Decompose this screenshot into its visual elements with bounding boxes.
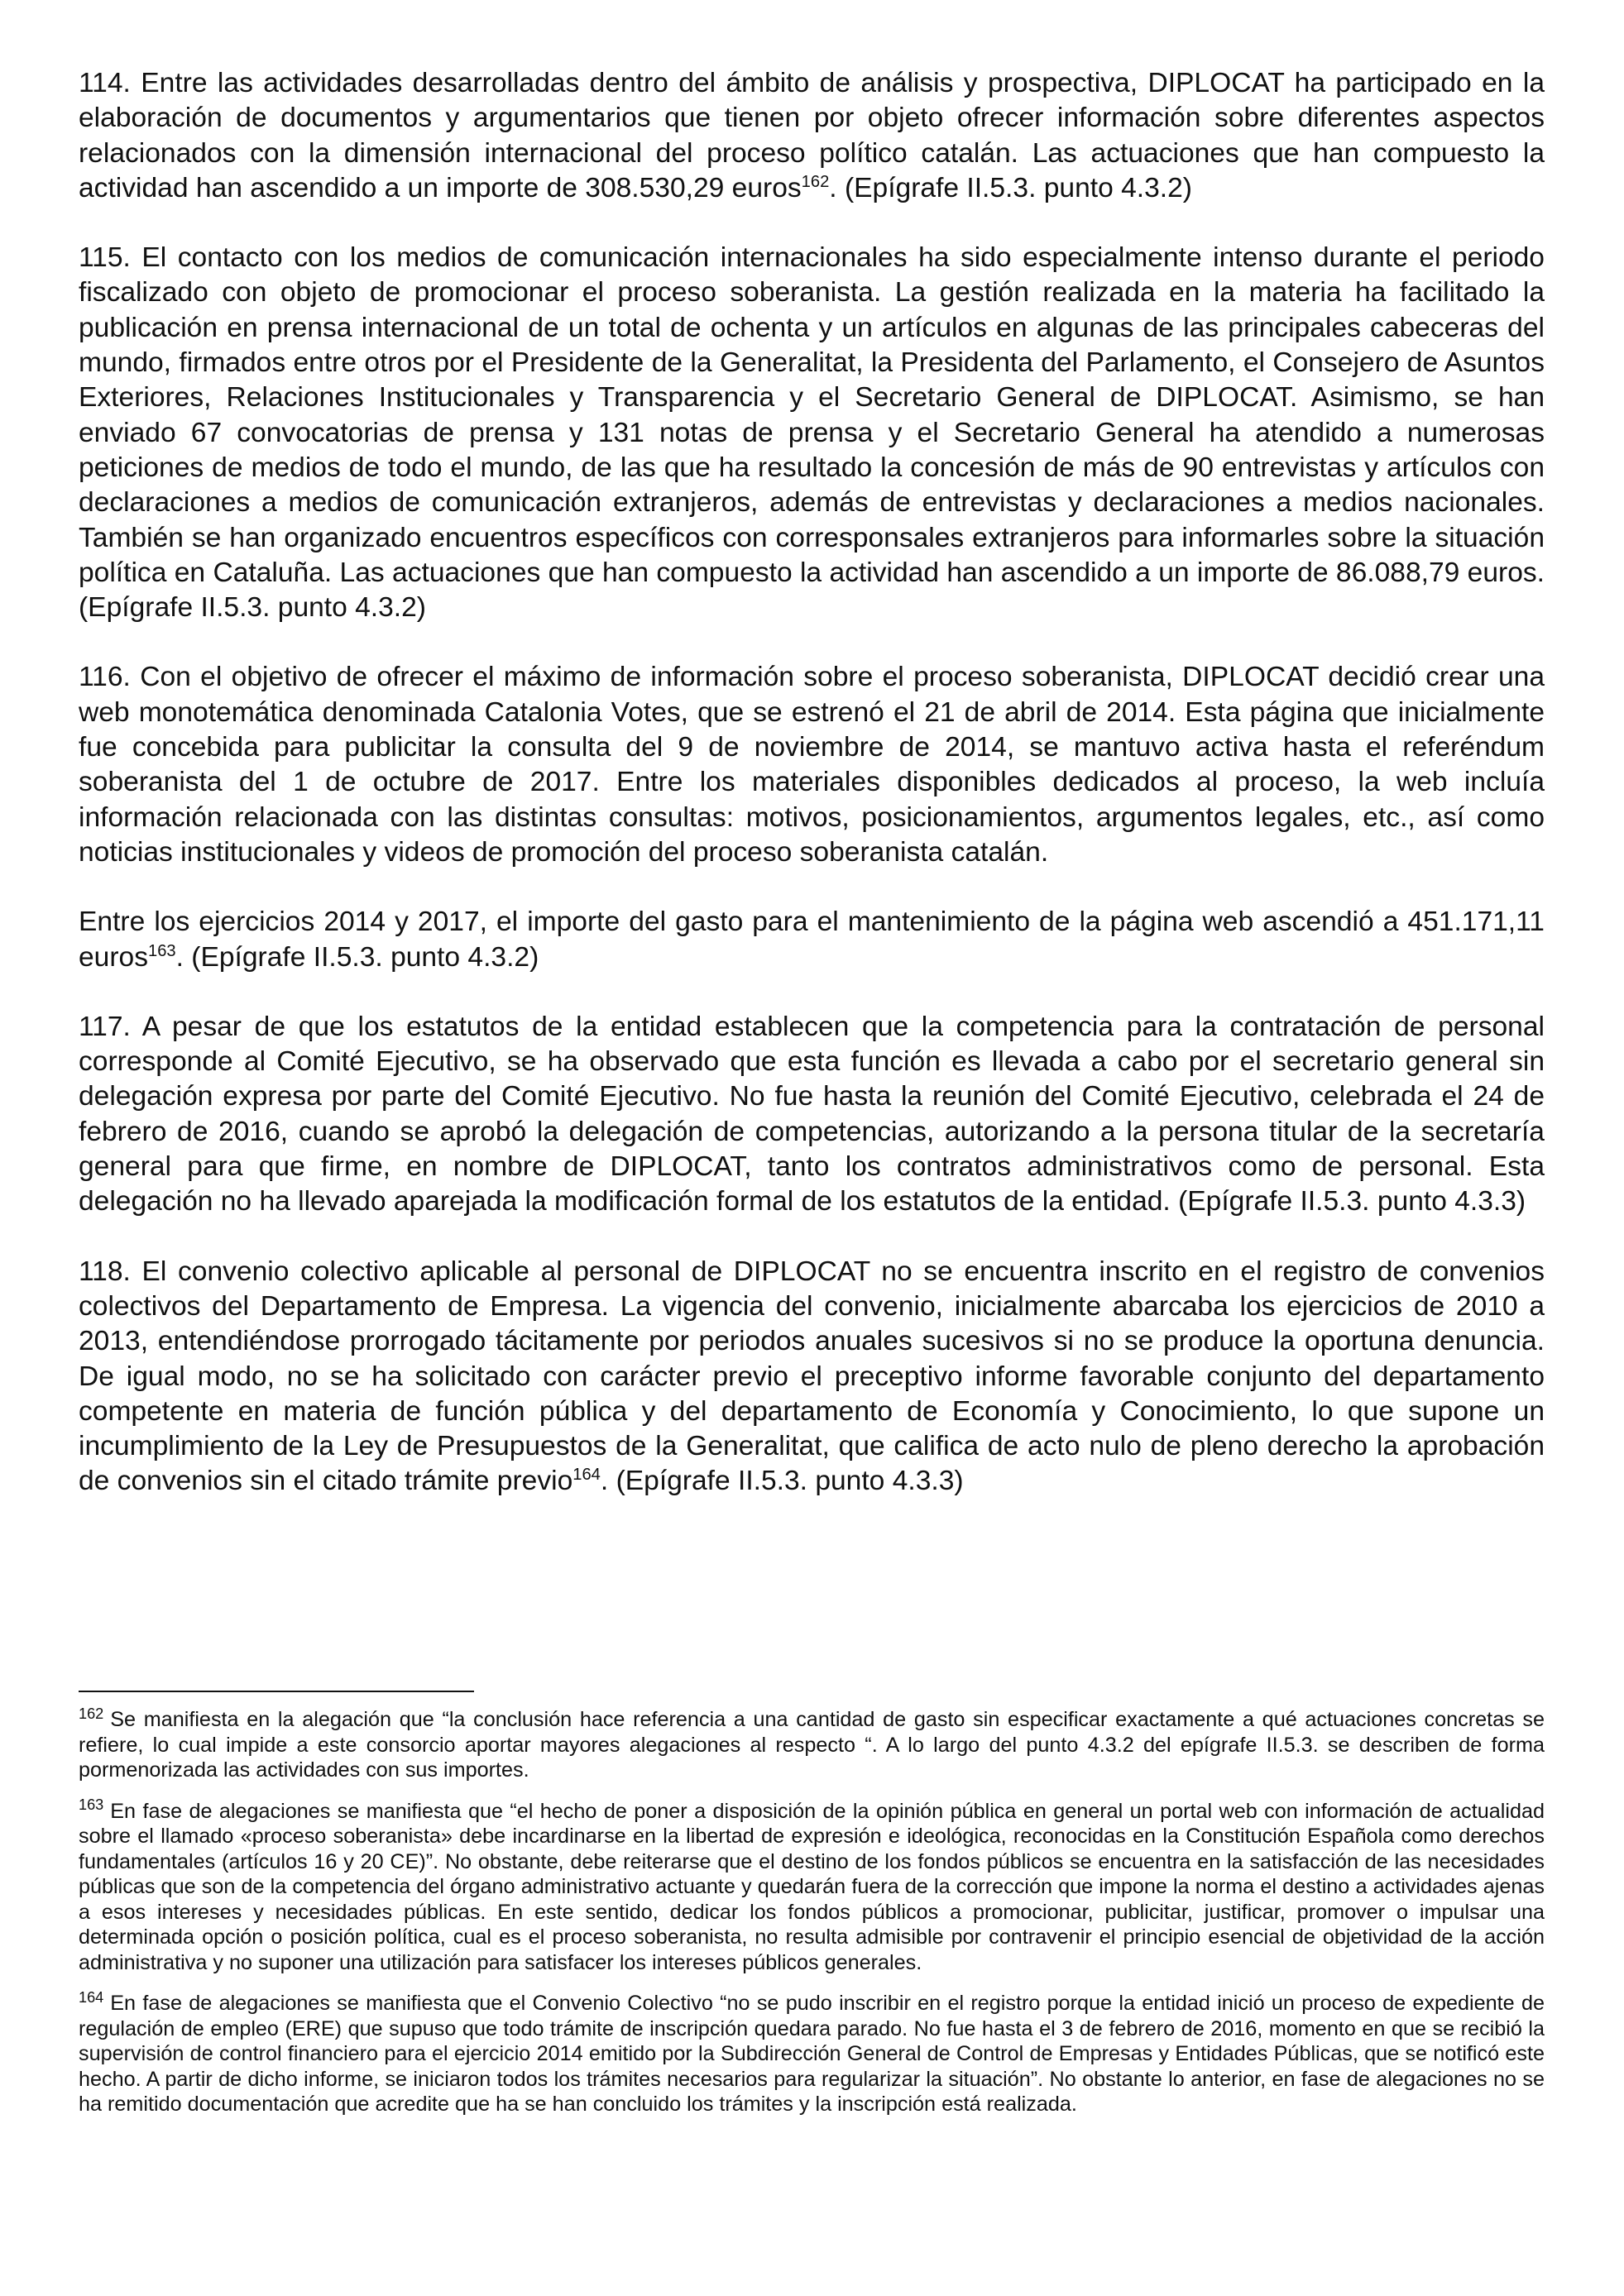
footnote-ref-162[interactable]: 162 [801,172,830,191]
footnote-163 [79,1796,1545,1976]
footnote-162-text: Se manifiesta en la alegación que “la conclusión hace referencia a una cantidad de gasto sin especificar exactamente a qué actuaciones concretas se refiere, lo cual impide a este consorcio aportar mayores alegaciones al respecto “. A lo largo del punto 4.3.2 del epígrafe II.5.3. se describen de forma pormenorizada las actividades con sus importes. [79,1708,1545,1782]
paragraph-115-text: 115. El contacto con los medios de comunicación internacionales ha sido especialmente intenso durante el periodo fiscalizado con objeto de promocionar el proceso soberanista. La gestión realizada en la materia ha facilitado la publicación en prensa internacional de un total de ochenta y un artículos en algunas de las principales cabeceras del mundo, firmados entre otros por el Presidente de la Generalitat, la Presidenta del Parlamento, el Consejero de Asuntos Exteriores, Relaciones Institucionales y Transparencia y el Secretario General de DIPLOCAT. Asimismo, se han enviado 67 convocatorias de prensa y 131 notas de prensa y el Secretario General ha atendido a numerosas peticiones de medios de todo el mundo, de las que ha resultado la concesión de más de 90 entrevistas y artículos con declaraciones a medios de comunicación extranjeros, además de entrevistas y declaraciones a medios nacionales. También se han organizado encuentros específicos con corresponsales extranjeros para informarles sobre la situación política en Cataluña. Las actuaciones que han compuesto la actividad han ascendido a un importe de 86.088,79 euros. (Epígrafe II.5.3. punto 4.3.2) [79,242,1545,624]
paragraph-118 [79,1255,1545,1500]
footnote-164-text: En fase de alegaciones se manifiesta que el Convenio Colectivo “no se pudo inscribir en el registro porque la entidad inició un proceso de expediente de regulación de empleo (ERE) que supuso que todo trámite de inscripción quedara parado. No fue hasta el 3 de febrero de 2016, momento en que se recibió la supervisión de control financiero para el ejercicio 2014 emitido por la Subdirección General de Control de Empresas y Entidades Públicas, que se notificó este hecho. A partir de dicho informe, se iniciaron todos los trámites necesarios para regularizar la situación”. No obstante lo anterior, en fase de alegaciones no se ha remitido documentación que acredite que ha se han concluido los trámites y la inscripción está realizada. [79,1992,1545,2116]
footnote-number-162: 162 [79,1705,104,1722]
paragraph-115 [79,241,1545,625]
paragraph-118-text-2: . (Epígrafe II.5.3. punto 4.3.3) [600,1466,964,1497]
document-body [79,66,1545,1534]
footnote-number-164: 164 [79,1988,104,2006]
footnote-ref-164[interactable]: 164 [572,1466,601,1485]
paragraph-116-continued-text-2: . (Epígrafe II.5.3. punto 4.3.2) [175,941,539,973]
footnote-163-text: En fase de alegaciones se manifiesta que “el hecho de poner a disposición de la opinión pública en general un portal web con información de actualidad sobre el llamado «proceso soberanista» debe incardinarse en la libertad de expresión e ideológica, reconocidas en la Constitución Española como derechos fundamentales (artículos 16 y 20 CE)”. No obstante, debe reiterarse que el destino de los fondos públicos se encuentra en la satisfacción de las necesidades públicas que son de la competencia del órgano administrativo actuante y quedarán fuera de la corrección que impone la norma el destino a actividades ajenas a esos intereses y necesidades públicas. En este sentido, dedicar los fondos públicos a promocionar, publicitar, justificar, promover o impulsar una determinada opción o posición política, cual es el proceso soberanista, no resulta admisible por contravenir el principio esencial de objetividad de la acción administrativa y no suponer una utilización para satisfacer los intereses públicos generales. [79,1799,1545,1974]
paragraph-114 [79,66,1545,206]
paragraph-117-text: 117. A pesar de que los estatutos de la entidad establecen que la competencia para la contratación de personal corresponde al Comité Ejecutivo, se ha observado que esta función es llevada a cabo por el secretario general sin delegación expresa por parte del Comité Ejecutivo. No fue hasta la reunión del Comité Ejecutivo, celebrada el 24 de febrero de 2016, cuando se aprobó la delegación de competencias, autorizando a la persona titular de la secretaría general para que firme, en nombre de DIPLOCAT, tanto los contratos administrativos como de personal. Esta delegación no ha llevado aparejada la modificación formal de los estatutos de la entidad. (Epígrafe II.5.3. punto 4.3.3) [79,1011,1545,1217]
paragraph-116-continued [79,905,1545,975]
paragraph-116-continued-text-1: Entre los ejercicios 2014 y 2017, el importe del gasto para el mantenimiento de la página web ascendió a 451.171,11 euros [79,906,1545,973]
paragraph-116-text: 116. Con el objetivo de ofrecer el máximo de información sobre el proceso soberanista, DIPLOCAT decidió crear una web monotemática denominada Catalonia Votes, que se estrenó el 21 de abril de 2014. Esta página que inicialmente fue concebida para publicitar la consulta del 9 de noviembre de 2014, se mantuvo activa hasta el referéndum soberanista del 1 de octubre de 2017. Entre los materiales disponibles dedicados al proceso, la web incluía información relacionada con las distintas consultas: motivos, posicionamientos, argumentos legales, etc., así como noticias institucionales y videos de promoción del proceso soberanista catalán. [79,662,1545,868]
paragraph-118-text-1: 118. El convenio colectivo aplicable al personal de DIPLOCAT no se encuentra inscrito en el registro de convenios colectivos del Departamento de Empresa. La vigencia del convenio, inicialmente abarcaba los ejercicios de 2010 a 2013, entendiéndose prorrogado tácitamente por periodos anuales sucesivos si no se produce la oportuna denuncia. De igual modo, no se ha solicitado con carácter previo el preceptivo informe favorable conjunto del departamento competente en materia de función pública y del departamento de Economía y Conocimiento, lo que supone un incumplimiento de la Ley de Presupuestos de la Generalitat, que califica de acto nulo de pleno derecho la aprobación de convenios sin el citado trámite previo [79,1256,1545,1497]
footnote-number-163: 163 [79,1796,104,1814]
paragraph-117 [79,1010,1545,1220]
paragraph-114-text-2: . (Epígrafe II.5.3. punto 4.3.2) [829,172,1192,203]
footnote-separator [79,1691,474,1692]
footnote-164 [79,1988,1545,2117]
footnote-ref-163[interactable]: 163 [148,941,176,960]
paragraph-114-text-1: 114. Entre las actividades desarrolladas dentro del ámbito de análisis y prospectiva, DIPLOCAT ha participado en la elaboración de documentos y argumentarios que tienen por objeto ofrecer información sobre diferentes aspectos relacionados con la dimensión internacional del proceso político catalán. Las actuaciones que han compuesto la actividad han ascendido a un importe de 308.530,29 euros [79,68,1545,203]
footnote-162 [79,1707,1545,1783]
footnotes-section [79,1691,1545,2133]
paragraph-116 [79,660,1545,870]
